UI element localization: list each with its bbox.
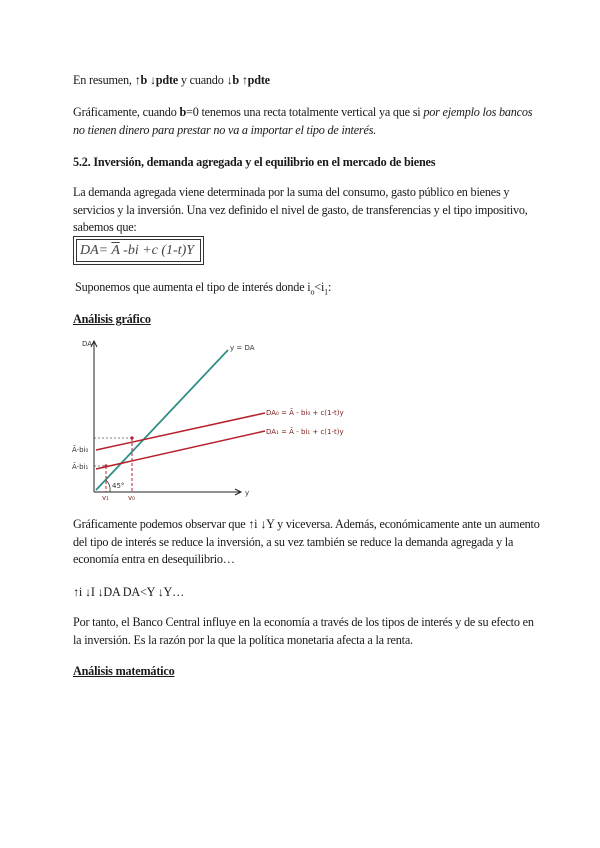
formula-text bbox=[76, 239, 201, 262]
y-axis-label: DA bbox=[82, 340, 93, 348]
graphical-note-b: b bbox=[179, 105, 187, 119]
suppose-line bbox=[75, 279, 545, 301]
hand-drawn-graph bbox=[70, 328, 380, 500]
suppose-sub0: o bbox=[310, 287, 315, 297]
suppose-colon: : bbox=[327, 280, 332, 294]
x-axis-label: y bbox=[245, 489, 250, 497]
summary-b-up: ↑b ↓pdte bbox=[134, 73, 179, 87]
graphical-note bbox=[73, 104, 543, 139]
x-tick-y1: y₁ bbox=[102, 494, 109, 500]
suppose-lt: <i bbox=[314, 280, 325, 294]
summary-middle: y cuando bbox=[178, 73, 227, 87]
formula-rhs: -bi +c (1-t)Y bbox=[119, 243, 195, 258]
eq1-point bbox=[104, 464, 107, 467]
graph-heading: Análisis gráfico bbox=[73, 312, 151, 326]
math-heading: Análisis matemático bbox=[73, 664, 175, 678]
da1-label: DA₁ = Ā - bi₁ + c(1-t)y bbox=[266, 428, 344, 436]
para-demand: La demanda agregada viene determinada por la suma del consumo, gasto público en bienes y servicios y la inversión. Una vez definido el nivel de gasto, de transferencias y el tipo impositivo, sabemos que: bbox=[73, 185, 528, 234]
y-tick-upper: Ā-bi₀ bbox=[72, 446, 89, 454]
line-45 bbox=[96, 350, 228, 490]
summary-line bbox=[73, 72, 543, 90]
da1-line bbox=[96, 431, 265, 469]
graphical-note-italic: por ejemplo los bancos no tienen dinero para prestar no va a importar el tipo de interés. bbox=[73, 105, 533, 137]
eq0-point bbox=[130, 436, 133, 439]
suppose-text: Suponemos que aumenta el tipo de interés donde i bbox=[75, 280, 311, 294]
summary-b-down: ↓b ↑pdte bbox=[226, 73, 270, 87]
angle-label: 45° bbox=[112, 482, 125, 490]
formula-lhs: DA= bbox=[80, 243, 112, 258]
formula-box bbox=[73, 236, 204, 265]
formula-abar: $\overline{A}$ bbox=[111, 243, 120, 258]
graphical-note-start: Gráficamente, cuando bbox=[73, 105, 180, 119]
line-45-label: y = DA bbox=[230, 344, 255, 352]
chain-line: ↑i ↓I ↓DA DA<Y ↓Y… bbox=[73, 585, 185, 599]
da0-line bbox=[96, 413, 265, 450]
da0-label: DA₀ = Ā - bi₀ + c(1-t)y bbox=[266, 409, 344, 417]
y-tick-lower: Ā-bi₁ bbox=[72, 463, 89, 471]
graphical-note-after-b: =0 tenemos una recta totalmente vertical ya que si bbox=[186, 105, 424, 119]
suppose-sub1: 1 bbox=[324, 287, 328, 297]
x-tick-y0: y₀ bbox=[128, 494, 135, 500]
angle-arc bbox=[106, 480, 110, 492]
section-heading: 5.2. Inversión, demanda agregada y el equilibrio en el mercado de bienes bbox=[73, 155, 436, 169]
summary-lead: En resumen, bbox=[73, 73, 135, 87]
para-central-bank: Por tanto, el Banco Central influye en la economía a través de los tipos de interés y de su efecto en la inversión. Es la razón por la que la política monetaria afecta a la renta. bbox=[73, 615, 534, 647]
para-graph: Gráficamente podemos observar que ↑i ↓Y y viceversa. Además, económicamente ante un aumento del tipo de interés se reduce la inversión, a su vez también se reduce la demanda agregada y la economía entra en desequilibrio… bbox=[73, 517, 540, 566]
